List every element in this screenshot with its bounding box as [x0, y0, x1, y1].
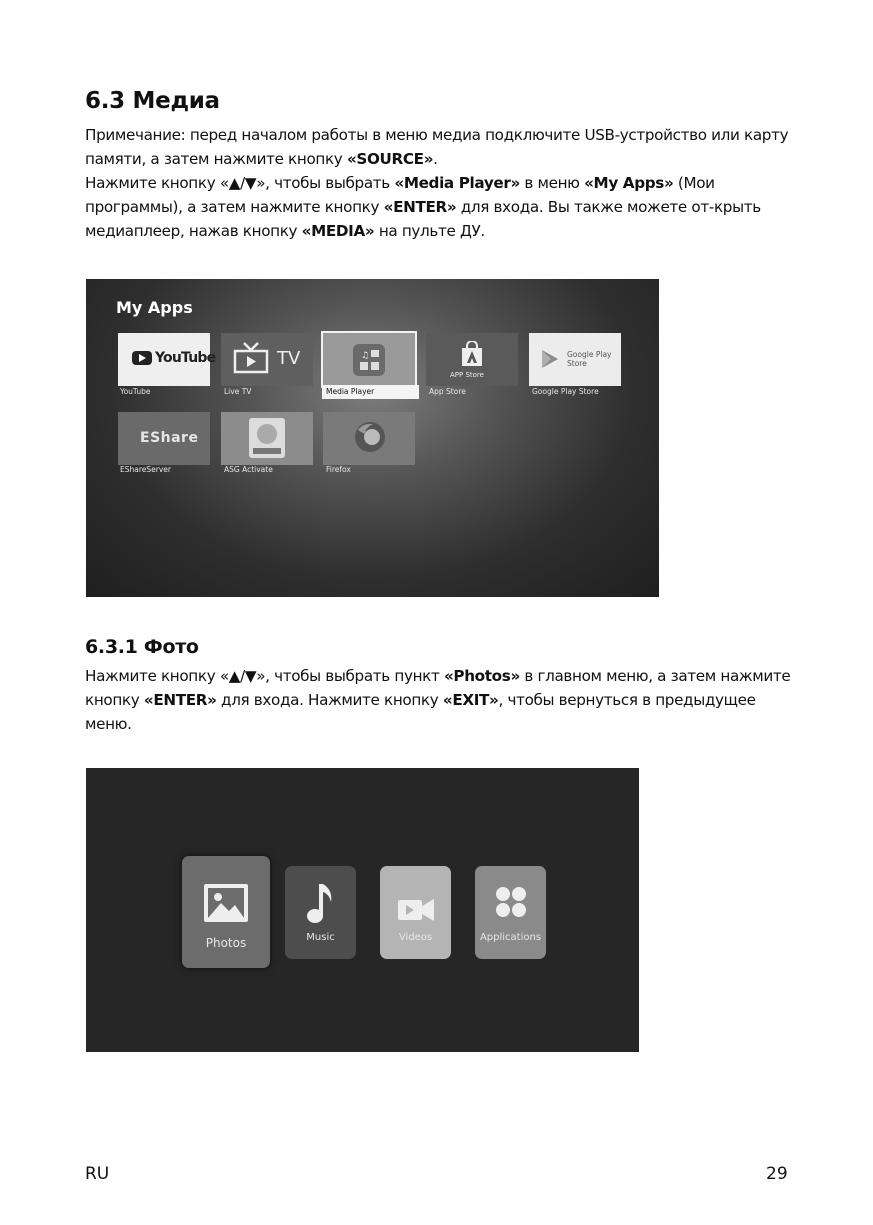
footer-language: RU	[85, 1164, 110, 1184]
subsection-title: 6.3.1 Фото	[85, 636, 199, 658]
photos-text-2: в главном меню, а затем нажмите кнопку	[85, 667, 791, 709]
photos-key-enter: «ENTER»	[143, 691, 217, 709]
media-item-photos[interactable]	[182, 856, 270, 968]
photos-text-3: для входа. Нажмите кнопку	[216, 691, 443, 709]
app-tile-asg-activate[interactable]	[221, 412, 313, 465]
page-number: 29	[766, 1164, 788, 1184]
app-tile-google-play[interactable]	[529, 333, 621, 386]
instr-text-4: для входа. Вы также можете от-крыть медиаплеер, нажав кнопку	[85, 198, 761, 240]
media-label-photos: Photos	[205, 936, 247, 950]
eshare-logo-text: EShare	[140, 430, 199, 446]
firefox-icon	[353, 420, 387, 454]
instr-key-my-apps: «My Apps»	[584, 174, 674, 192]
note-paragraph	[85, 123, 800, 171]
app-tile-eshare[interactable]	[118, 412, 210, 465]
note-text: Примечание: перед началом работы в меню медиа подключите USB-устройство или карту памяти, а затем нажмите кнопку	[85, 126, 789, 168]
photos-text-1: Нажмите кнопку «▲/▼», чтобы выбрать пункт	[85, 667, 444, 685]
media-item-videos[interactable]	[380, 866, 451, 959]
video-camera-icon	[398, 898, 434, 922]
photos-text-4: , чтобы вернуться в предыдущее меню.	[85, 691, 756, 733]
app-tile-live-tv[interactable]	[221, 333, 313, 386]
app-label-eshare: EShareServer	[120, 465, 171, 474]
app-label-asg-activate: ASG Activate	[224, 465, 273, 474]
instr-text-5: на пульте ДУ.	[374, 222, 485, 240]
media-menu-screenshot	[86, 768, 639, 1052]
instr-key-media-player: «Media Player»	[394, 174, 520, 192]
asg-logo-icon	[249, 418, 285, 458]
app-tile-firefox[interactable]	[323, 412, 415, 465]
app-label-google-play: Google Play Store	[532, 387, 599, 396]
tv-icon	[233, 342, 269, 374]
app-tile-youtube[interactable]	[118, 333, 216, 386]
instr-text-1: Нажмите кнопку «▲/▼», чтобы выбрать	[85, 174, 395, 192]
note-key-source: «SOURCE»	[346, 150, 434, 168]
media-player-icon	[353, 344, 385, 376]
photos-key-exit: «EXIT»	[442, 691, 499, 709]
shopping-bag-icon	[460, 341, 484, 367]
media-label-applications: Applications	[479, 932, 542, 943]
instruction-paragraph	[85, 171, 800, 243]
media-label-music: Music	[306, 932, 335, 943]
photos-paragraph	[85, 664, 800, 736]
app-tile-media-player[interactable]	[323, 333, 415, 386]
app-label-live-tv: Live TV	[224, 387, 252, 396]
instr-text-3: (Мои программы), а затем нажмите кнопку	[85, 174, 715, 216]
svg-text:♫: ♫	[361, 351, 370, 361]
media-item-applications[interactable]	[475, 866, 546, 959]
app-label-firefox: Firefox	[326, 465, 351, 474]
music-note-icon	[305, 882, 335, 926]
live-tv-logo-text: TV	[277, 348, 301, 369]
section-title: 6.3 Медиа	[85, 88, 220, 114]
note-end: .	[433, 150, 438, 168]
media-item-music[interactable]	[285, 866, 356, 959]
app-store-logo-text: APP Store	[450, 371, 484, 379]
instr-text-2: в меню	[519, 174, 585, 192]
my-apps-title: My Apps	[116, 298, 193, 317]
media-label-videos: Videos	[398, 932, 433, 943]
image-icon	[203, 883, 249, 923]
my-apps-screenshot	[86, 279, 659, 597]
youtube-logo-text: YouTube	[155, 350, 216, 366]
google-play-logo-text: Google Play Store	[567, 350, 612, 368]
youtube-play-icon	[132, 351, 152, 365]
app-tile-app-store[interactable]	[426, 333, 518, 386]
google-play-icon	[541, 349, 559, 369]
instr-key-enter: «ENTER»	[383, 198, 457, 216]
photos-key-photos: «Photos»	[443, 667, 520, 685]
apps-grid-icon	[495, 886, 527, 918]
app-label-media-player: Media Player	[326, 387, 375, 396]
selected-label-strip	[322, 385, 419, 399]
instr-key-media: «MEDIA»	[301, 222, 375, 240]
app-label-youtube: YouTube	[120, 387, 151, 396]
app-label-app-store: App Store	[429, 387, 466, 396]
